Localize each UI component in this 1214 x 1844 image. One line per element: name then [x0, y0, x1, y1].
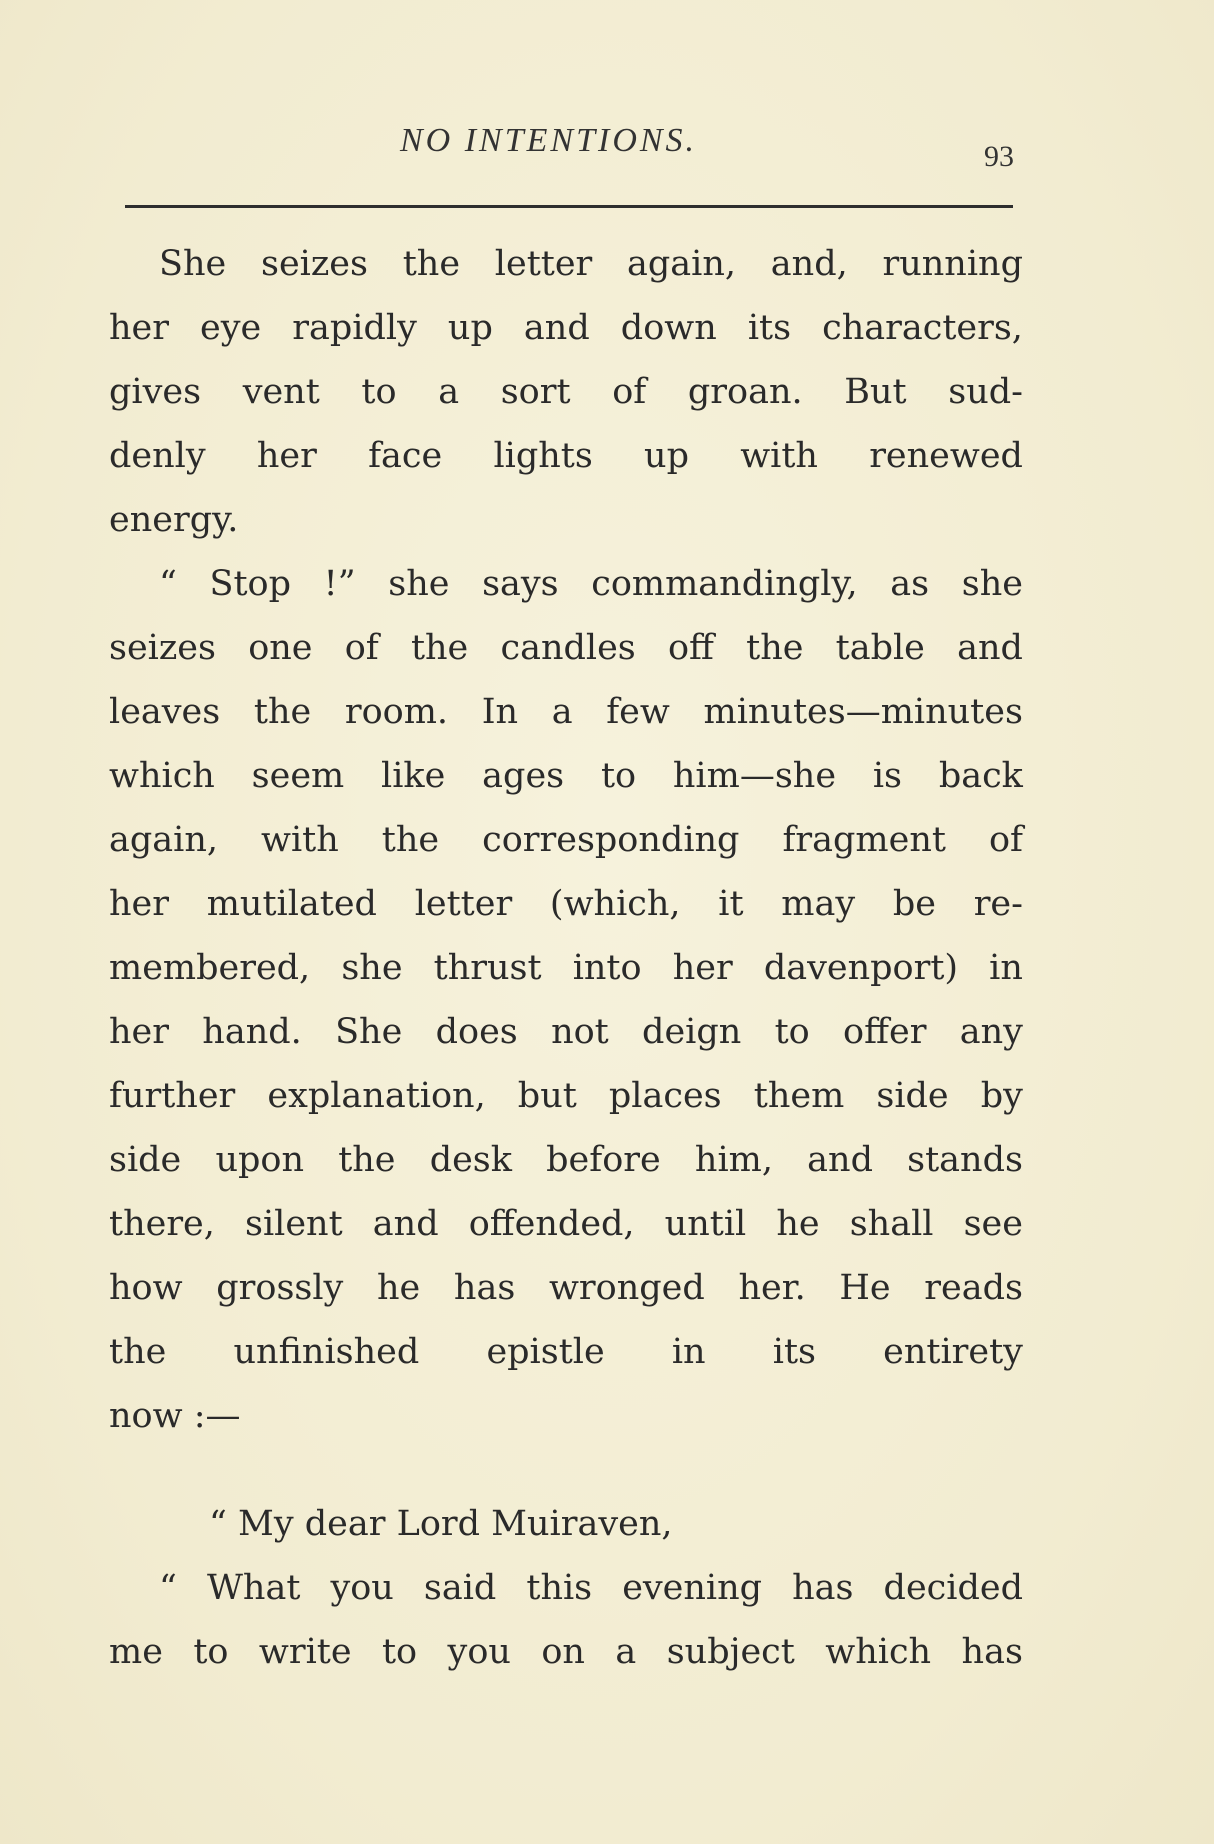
letter-line: “ What you said this evening has decided: [159, 1568, 1023, 1608]
text-line: her eye rapidly up and down its characters,: [109, 308, 1023, 348]
letter-salutation: “ My dear Lord Muiraven,: [209, 1504, 673, 1544]
text-line: side upon the desk before him, and stands: [109, 1140, 1023, 1180]
running-head: [0, 118, 1214, 173]
running-title: NO INTENTIONS.: [400, 122, 698, 159]
paragraph-gap: [109, 1448, 1023, 1492]
text-line: She seizes the letter again, and, running: [159, 244, 1023, 284]
text-line: which seem like ages to him—she is back: [109, 756, 1023, 796]
text-line: her hand. She does not deign to offer any: [109, 1012, 1023, 1052]
text-line: how grossly he has wronged her. He reads: [109, 1268, 1023, 1308]
text-line: further explanation, but places them side by: [109, 1076, 1023, 1116]
text-line: now :—: [109, 1396, 241, 1436]
body-text: [109, 232, 1023, 1684]
text-line: membered, she thrust into her davenport) in: [109, 948, 1023, 988]
text-line: denly her face lights up with renewed: [109, 436, 1023, 476]
text-line: the unfinished epistle in its entirety: [109, 1332, 1023, 1372]
header-rule: [125, 205, 1013, 208]
text-line: there, silent and offended, until he shall see: [109, 1204, 1023, 1244]
text-line: seizes one of the candles off the table and: [109, 628, 1023, 668]
page-number: 93: [984, 140, 1014, 173]
text-line: gives vent to a sort of groan. But sud-: [109, 372, 1023, 412]
text-line: “ Stop !” she says commandingly, as she: [159, 564, 1023, 604]
text-line: her mutilated letter (which, it may be re-: [109, 884, 1023, 924]
text-line: again, with the corresponding fragment of: [109, 820, 1023, 860]
text-line: leaves the room. In a few minutes—minutes: [109, 692, 1023, 732]
letter-line: me to write to you on a subject which has: [109, 1632, 1023, 1672]
text-line: energy.: [109, 500, 239, 540]
